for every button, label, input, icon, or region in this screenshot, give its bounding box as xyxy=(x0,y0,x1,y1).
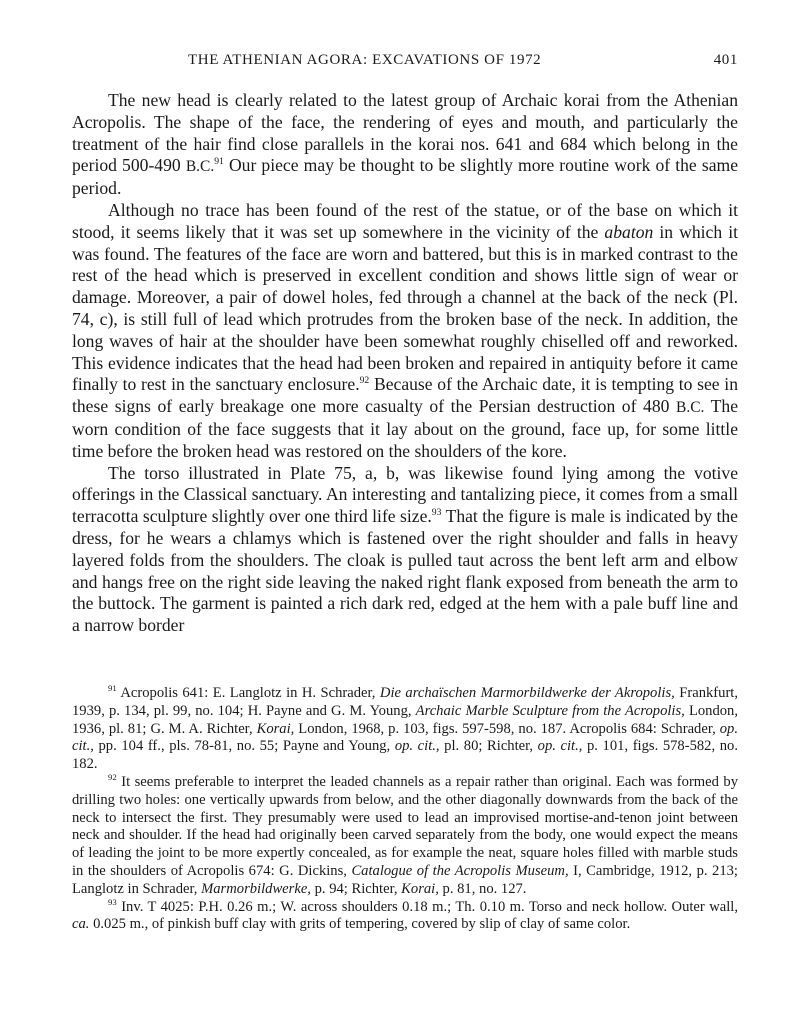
term-abaton: abaton xyxy=(604,221,654,242)
footnote-number: 92 xyxy=(108,772,117,783)
footnote-91: $^{91}$ Acropolis 641: E. Langlotz in H. Schrader, Die archaïschen Marmorbildwerke der Akropolis, Frankfurt, 1939, p. 134, pl. 99, no. 104; H. Payne and G. M. Young, Archaic Marble Sculpture from the Acropolis, London, 1936, pl. 81; G. M. A. Richter, Korai, London, 1968, p. 103, figs. 597-598, no. 187. Acropolis 684: Schrader, op. cit., pp. 104 ff., pls. 78-81, no. 55; Payne and Young, op. cit., pl. 80; Richter, op. cit., p. 101, figs. 578-582, no. 182. xyxy=(72,683,739,773)
era-abbreviation: B.C. xyxy=(676,399,705,417)
era-abbreviation: B.C. xyxy=(185,158,215,176)
footnote-number: 91 xyxy=(108,683,117,694)
footnote-93: $^{93}$ Inv. T 4025: P.H. 0.26 m.; W. across shoulders 0.18 m.; Th. 0.10 m. Torso and neck hollow. Outer wall, ca. 0.025 m., of pinkish buff clay with grits of tempering, covered by slip of clay of same color. xyxy=(72,896,738,933)
paragraph-2: Although no trace has been found of the rest of the statue, or of the base on which it stood, it seems likely that it was set up somewhere in the vicinity of the abaton in which it was found. The features of the face are worn and battered, but this is in marked contrast to the rest of the head which is preserved in excellent condition and shows little sign of wear or damage. Moreover, a pair of dowel holes, fed through a channel at the back of the neck (Pl. 74, c), is still full of lead which protrudes from the broken base of the neck. In addition, the long waves of hair at the shoulder have been somewhat roughly chiselled off and reworked. This evidence indicates that the head had been broken and repaired in antiquity before it came finally to rest in the sanctuary enclosure.$^{92}$ Because of the Archaic date, it is tempting to see in these signs of early breakage one more casualty of the Persian destruction of 480 B.C. The worn condition of the face suggests that it lay about on the ground, face up, for some little time before the broken head was restored on the shoulders of the kore. xyxy=(72,199,738,461)
page-number: 401 xyxy=(713,52,738,68)
paragraph-1: The new head is clearly related to the latest group of Archaic korai from the Athenian Acropolis. The shape of the face, the rendering of eyes and mouth, and particularly the treatment of the hair find close parallels in the korai nos. 641 and 684 which belong in the period 500-490 B.C.$^{91}$ Our piece may be thought to be slightly more routine work of the same period. xyxy=(72,90,739,199)
paragraph-3: The torso illustrated in Plate 75, a, b, was likewise found lying among the votive offerings in the Classical sanctuary. An interesting and tantalizing piece, it comes from a small terracotta sculpture slightly over one third life size.$^{93}$ That the figure is male is indicated by the dress, for he wears a chlamys which is fastened over the right shoulder and falls in heavy layered folds from the shoulders. The cloak is pulled taut across the bent left arm and elbow and hangs free on the right side leaving the naked right flank exposed from beneath the arm to the buttock. The garment is painted a rich dark red, edged at the hem with a pale buff line and a narrow border xyxy=(72,462,738,636)
footnote-92: $^{92}$ It seems preferable to interpret the leaded channels as a repair rather than original. Each was formed by drilling two holes: one vertically upwards from below, and the other diagonally downwards from the back of the neck to intersect the first. They presumably were used to lead an improvised mortise-and-tenon joint between neck and shoulder. If the head had originally been carved separately from the body, one would expect the means of leading the joint to be more expertly concealed, as for example the neat, square holes filled with marble studs in the shoulders of Acropolis 674: G. Dickins, Catalogue of the Acropolis Museum, I, Cambridge, 1912, p. 213; Langlotz in Schrader, Marmorbildwerke, p. 94; Richter, Korai, p. 81, no. 127. xyxy=(72,772,738,897)
footnotes xyxy=(72,685,738,934)
footnote-ref-91[interactable]: 91 xyxy=(214,156,224,168)
footnote-ref-92[interactable]: 92 xyxy=(359,375,370,387)
body-text xyxy=(72,90,738,637)
footnote-number: 93 xyxy=(108,896,117,907)
footnote-ref-93[interactable]: 93 xyxy=(431,507,442,519)
running-title: THE ATHENIAN AGORA: EXCAVATIONS OF 1972 xyxy=(188,52,542,68)
